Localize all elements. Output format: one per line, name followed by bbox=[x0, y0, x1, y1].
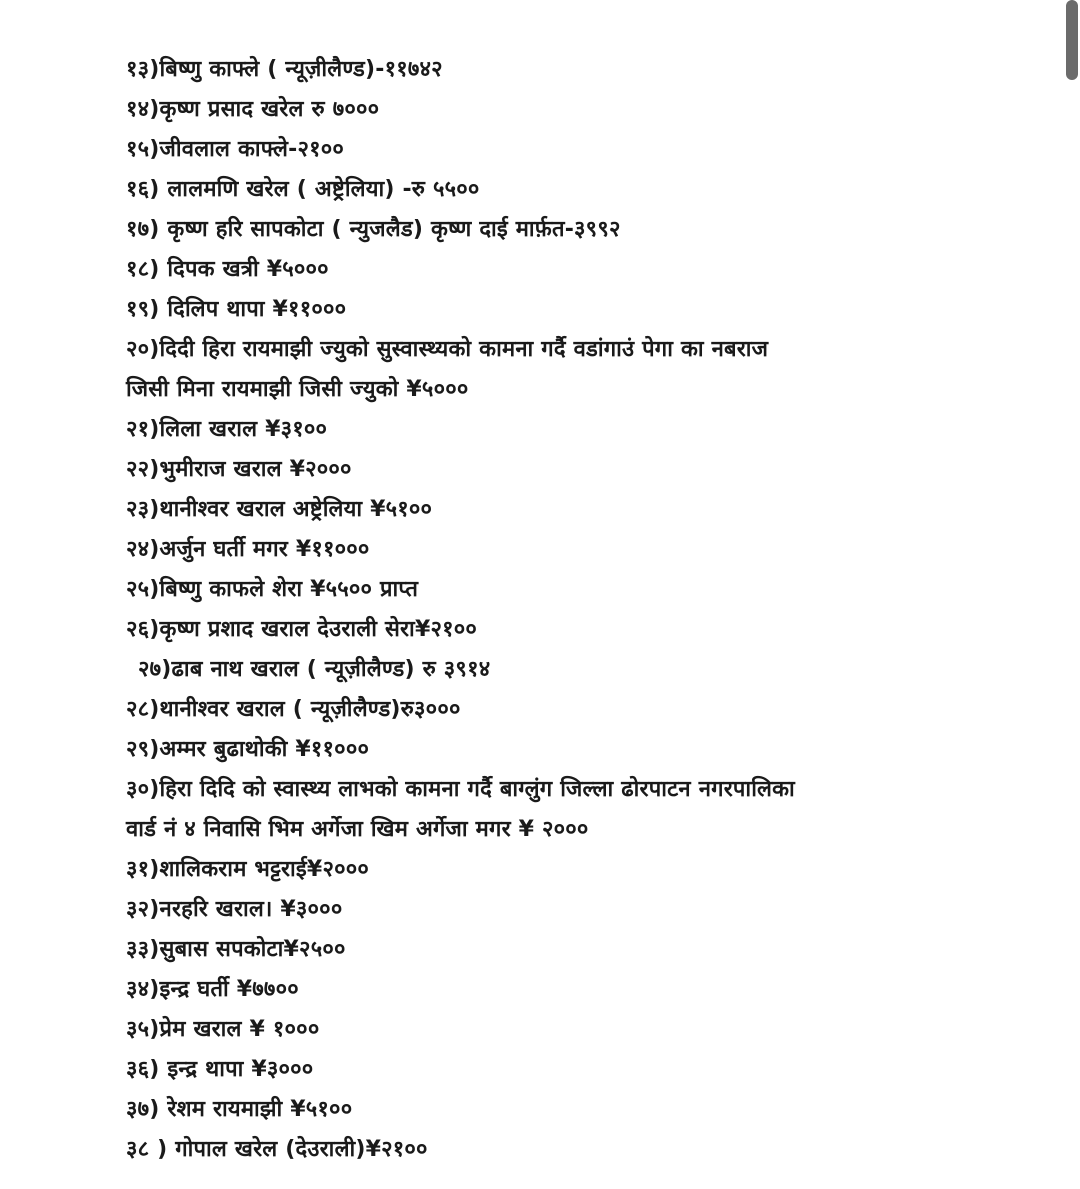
list-item: ३१)शालिकराम भट्टराई¥२००० bbox=[126, 857, 370, 882]
list-item: १४)कृष्ण प्रसाद खरेल रु ७००० bbox=[126, 97, 380, 122]
list-item: ३३)सुबास सपकोटा¥२५०० bbox=[126, 937, 346, 962]
list-item: ३०)हिरा दिदि को स्वास्थ्य लाभको कामना गर्दै बाग्लुंग जिल्ला ढोरपाटन नगरपालिका bbox=[126, 777, 795, 802]
list-item: ३६) इन्द्र थापा ¥३००० bbox=[126, 1057, 314, 1082]
list-item: २५)बिष्णु काफले शेरा ¥५५०० प्राप्त bbox=[126, 577, 419, 602]
list-item-continuation: जिसी मिना रायमाझी जिसी ज्युको ¥५००० bbox=[126, 377, 469, 402]
list-item: ३७) रेशम रायमाझी ¥५१०० bbox=[126, 1097, 353, 1122]
list-item-continuation: वार्ड नं ४ निवासि भिम अर्गेजा खिम अर्गेजा मगर ¥ २००० bbox=[126, 817, 589, 842]
list-item: १५)जीवलाल काफ्ले-२१०० bbox=[126, 137, 345, 162]
list-item: २०)दिदी हिरा रायमाझी ज्युको सुस्वास्थ्यको कामना गर्दै वडांगाउं पेगा का नबराज bbox=[126, 337, 769, 362]
list-item: १८) दिपक खत्री ¥५००० bbox=[126, 257, 329, 282]
list-item: २९)अम्मर बुढाथोकी ¥११००० bbox=[126, 737, 370, 762]
list-item: ३४)इन्द्र घर्ती ¥७७०० bbox=[126, 977, 299, 1002]
list-item: १६) लालमणि खरेल ( अष्ट्रेलिया) -रु ५५०० bbox=[126, 177, 480, 202]
list-item: ३२)नरहरि खराल। ¥३००० bbox=[126, 897, 343, 922]
list-item: २६)कृष्ण प्रशाद खराल देउराली सेरा¥२१०० bbox=[126, 617, 478, 642]
donation-list bbox=[126, 50, 1006, 1170]
list-item: २२)भुमीराज खराल ¥२००० bbox=[126, 457, 352, 482]
list-item: ३५)प्रेम खराल ¥ १००० bbox=[126, 1017, 320, 1042]
list-item: ३८ ) गोपाल खरेल (देउराली)¥२१०० bbox=[126, 1137, 428, 1162]
list-item: २४)अर्जुन घर्ती मगर ¥११००० bbox=[126, 537, 370, 562]
list-item: २३)थानीश्वर खराल अष्ट्रेलिया ¥५१०० bbox=[126, 497, 433, 522]
scrollbar[interactable] bbox=[1064, 0, 1080, 1189]
list-item: २१)लिला खराल ¥३१०० bbox=[126, 417, 328, 442]
list-item: १७) कृष्ण हरि सापकोटा ( न्युजलैड) कृष्ण दाई मार्फ़त-३९९२ bbox=[126, 217, 621, 242]
list-item: २७)ढाब नाथ खराल ( न्यूज़ीलैण्ड) रु ३९१४ bbox=[138, 657, 491, 682]
list-item: १९) दिलिप थापा ¥११००० bbox=[126, 297, 347, 322]
list-item: १३)बिष्णु काफ्ले ( न्यूज़ीलैण्ड)-११७४२ bbox=[126, 57, 443, 82]
list-item: २८)थानीश्वर खराल ( न्यूज़ीलैण्ड)रु३००० bbox=[126, 697, 461, 722]
scrollbar-thumb[interactable] bbox=[1066, 0, 1078, 80]
